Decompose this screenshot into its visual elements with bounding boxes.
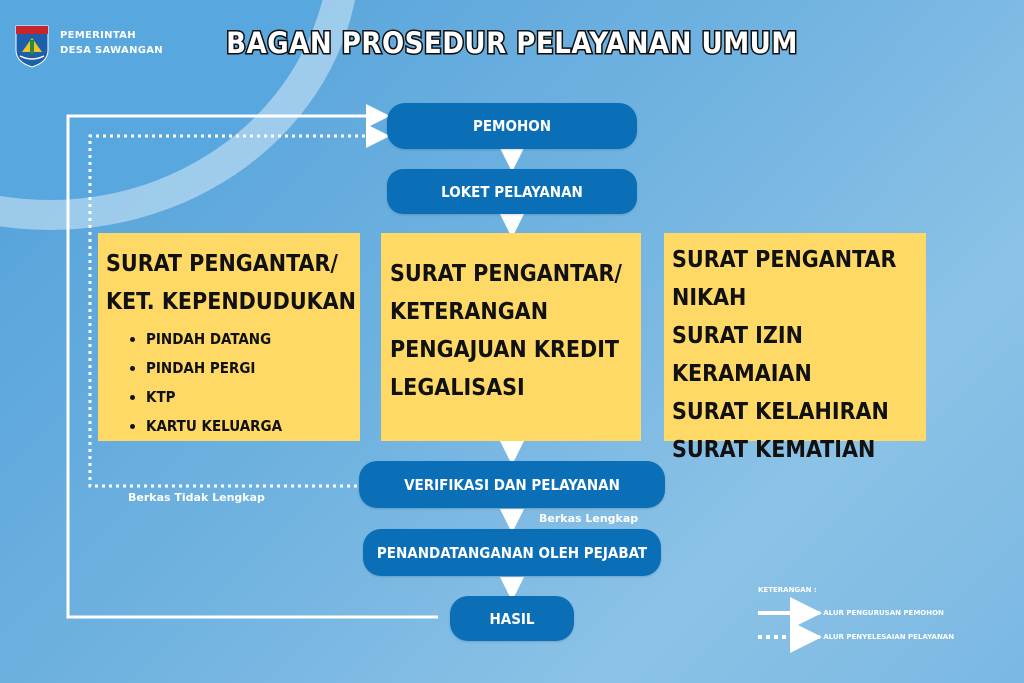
card-left-line-1: SURAT PENGANTAR/ (106, 251, 338, 277)
legend-dotted-label: : ALUR PENYELESAIAN PELAYANAN (818, 633, 955, 641)
list-item: • KARTU KELUARGA (146, 412, 360, 441)
list-item: • PINDAH DATANG (146, 325, 360, 354)
list-item: • KTP (146, 383, 360, 412)
gov-line-1: PEMERINTAH (60, 30, 136, 41)
card-middle-line-2: KETERANGAN (390, 299, 549, 325)
page-title: BAGAN PROSEDUR PELAYANAN UMUM (226, 26, 798, 60)
card-nikah (664, 233, 926, 463)
card-right-line-2: NIKAH (672, 285, 747, 311)
card-keterangan (381, 233, 641, 441)
legend-solid-label: : ALUR PENGURUSAN PEMOHON (818, 609, 944, 617)
label-berkas-tidak-lengkap: Berkas Tidak Lengkap (128, 491, 265, 504)
card-middle-line-3: PENGAJUAN KREDIT (390, 337, 620, 363)
legend-title: KETERANGAN : (758, 586, 817, 594)
card-right-line-1: SURAT PENGANTAR (672, 247, 897, 273)
card-left-line-2: KET. KEPENDUDUKAN (106, 289, 356, 315)
node-loket-pelayanan: LOKET PELAYANAN (387, 169, 637, 214)
node-hasil: HASIL (450, 596, 574, 641)
node-verifikasi: VERIFIKASI DAN PELAYANAN (359, 461, 665, 508)
card-right-line-4: SURAT KELAHIRAN (672, 399, 889, 425)
node-penandatanganan: PENANDATANGANAN OLEH PEJABAT (363, 529, 661, 576)
card-kependudukan (98, 233, 360, 441)
card-middle-line-1: SURAT PENGANTAR/ (390, 261, 622, 287)
card-left-list (106, 325, 360, 441)
list-item: • PINDAH PERGI (146, 354, 360, 383)
card-middle-line-4: LEGALISASI (390, 375, 525, 401)
label-berkas-lengkap: Berkas Lengkap (539, 512, 639, 525)
card-right-line-3: SURAT IZIN KERAMAIAN (672, 323, 812, 387)
node-pemohon: PEMOHON (387, 103, 637, 149)
card-right-line-5: SURAT KEMATIAN (672, 437, 876, 463)
gov-line-2: DESA SAWANGAN (60, 45, 163, 56)
